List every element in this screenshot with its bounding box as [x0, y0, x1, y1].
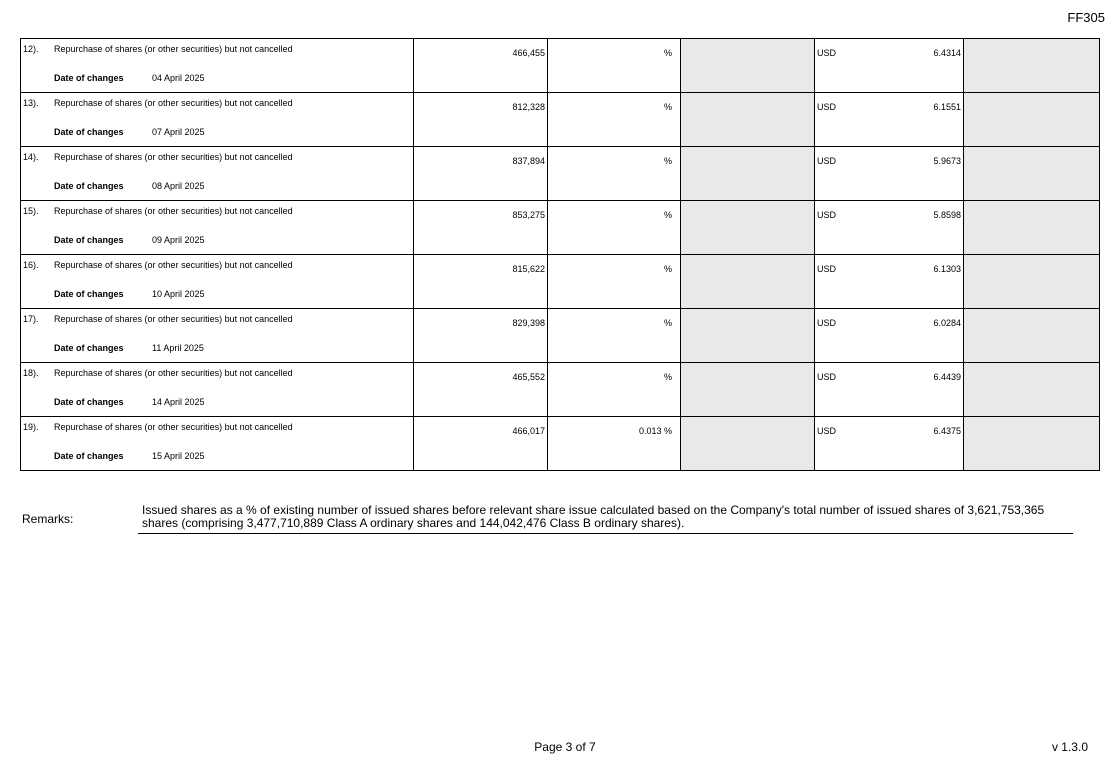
shares-cell: [414, 39, 548, 93]
percent-cell: [548, 147, 681, 201]
percent-of-issued-shares: %: [663, 210, 672, 220]
shaded-cell: [681, 39, 815, 93]
change-description: Repurchase of shares (or other securities) but not cancelled: [54, 314, 293, 324]
row-number: 19).: [23, 422, 39, 432]
date-of-changes-label: Date of changes: [54, 181, 124, 191]
shaded-cell: [964, 39, 1100, 93]
shaded-cell: [964, 363, 1100, 417]
row-number: 15).: [23, 206, 39, 216]
shaded-cell: [681, 309, 815, 363]
description-cell: [21, 309, 414, 363]
shaded-cell: [681, 147, 815, 201]
price-cell: [815, 147, 964, 201]
currency: USD: [817, 372, 837, 382]
price-per-share: 6.4314: [933, 48, 961, 58]
number-of-shares: 466,455: [512, 48, 545, 58]
date-of-changes-label: Date of changes: [54, 235, 124, 245]
change-description: Repurchase of shares (or other securities) but not cancelled: [54, 98, 293, 108]
price-cell: [815, 309, 964, 363]
description-cell: [21, 93, 414, 147]
percent-cell: [548, 39, 681, 93]
percent-cell: [548, 417, 681, 471]
date-of-changes-label: Date of changes: [54, 397, 124, 407]
currency: USD: [817, 210, 837, 220]
table-row: [21, 309, 1100, 363]
row-number: 12).: [23, 44, 39, 54]
table-row: [21, 363, 1100, 417]
shaded-cell: [964, 93, 1100, 147]
date-of-changes-label: Date of changes: [54, 451, 124, 461]
price-per-share: 6.1551: [933, 102, 961, 112]
shaded-cell: [964, 309, 1100, 363]
percent-of-issued-shares: %: [663, 48, 672, 58]
shares-cell: [414, 255, 548, 309]
percent-cell: [548, 309, 681, 363]
shaded-cell: [964, 417, 1100, 471]
price-cell: [815, 39, 964, 93]
version-label: v 1.3.0: [1051, 740, 1088, 754]
percent-of-issued-shares: %: [663, 372, 672, 382]
shares-cell: [414, 417, 548, 471]
date-of-changes-value: 11 April 2025: [152, 343, 204, 353]
change-description: Repurchase of shares (or other securities) but not cancelled: [54, 368, 293, 378]
table-row: [21, 201, 1100, 255]
share-changes-table: [20, 38, 1100, 471]
shares-cell: [414, 147, 548, 201]
shares-cell: [414, 201, 548, 255]
currency: USD: [817, 48, 837, 58]
table-row: [21, 255, 1100, 309]
table-row: [21, 39, 1100, 93]
date-of-changes-label: Date of changes: [54, 73, 124, 83]
percent-cell: [548, 93, 681, 147]
price-cell: [815, 363, 964, 417]
shaded-cell: [964, 255, 1100, 309]
shaded-cell: [681, 363, 815, 417]
shaded-cell: [964, 147, 1100, 201]
currency: USD: [817, 426, 837, 436]
row-number: 17).: [23, 314, 39, 324]
percent-of-issued-shares: %: [663, 264, 672, 274]
description-cell: [21, 39, 414, 93]
price-per-share: 5.8598: [933, 210, 961, 220]
price-per-share: 6.0284: [933, 318, 961, 328]
date-of-changes-value: 09 April 2025: [152, 235, 205, 245]
table-row: [21, 417, 1100, 471]
description-cell: [21, 147, 414, 201]
table-row: [21, 147, 1100, 201]
price-cell: [815, 417, 964, 471]
number-of-shares: 815,622: [512, 264, 545, 274]
currency: USD: [817, 264, 837, 274]
price-per-share: 5.9673: [933, 156, 961, 166]
remarks-text: Issued shares as a % of existing number of issued shares before relevant share issue calculated based on the Company's total number of issued shares of 3,621,753,365 shares (comprising 3,477,710,889 Class A ordinary shares and 144,042,476 Class B ordinary shares).: [138, 504, 1073, 534]
date-of-changes-value: 08 April 2025: [152, 181, 205, 191]
percent-cell: [548, 363, 681, 417]
percent-cell: [548, 255, 681, 309]
row-number: 18).: [23, 368, 39, 378]
description-cell: [21, 255, 414, 309]
row-number: 14).: [23, 152, 39, 162]
date-of-changes-value: 10 April 2025: [152, 289, 205, 299]
date-of-changes-value: 14 April 2025: [152, 397, 205, 407]
change-description: Repurchase of shares (or other securities) but not cancelled: [54, 206, 293, 216]
shaded-cell: [964, 201, 1100, 255]
share-changes-body: [21, 39, 1100, 471]
number-of-shares: 829,398: [512, 318, 545, 328]
percent-of-issued-shares: %: [663, 318, 672, 328]
currency: USD: [817, 102, 837, 112]
currency: USD: [817, 318, 837, 328]
date-of-changes-label: Date of changes: [54, 289, 124, 299]
remarks-label: Remarks:: [22, 512, 74, 526]
percent-of-issued-shares: %: [663, 102, 672, 112]
row-number: 13).: [23, 98, 39, 108]
number-of-shares: 812,328: [512, 102, 545, 112]
date-of-changes-label: Date of changes: [54, 127, 124, 137]
row-number: 16).: [23, 260, 39, 270]
page-number: Page 3 of 7: [534, 740, 596, 754]
currency: USD: [817, 156, 837, 166]
number-of-shares: 466,017: [512, 426, 545, 436]
change-description: Repurchase of shares (or other securities) but not cancelled: [54, 422, 293, 432]
shares-cell: [414, 93, 548, 147]
shaded-cell: [681, 417, 815, 471]
form-code: FF305: [1067, 10, 1105, 25]
change-description: Repurchase of shares (or other securities) but not cancelled: [54, 260, 293, 270]
shaded-cell: [681, 255, 815, 309]
price-per-share: 6.1303: [933, 264, 961, 274]
date-of-changes-label: Date of changes: [54, 343, 124, 353]
date-of-changes-value: 15 April 2025: [152, 451, 205, 461]
shaded-cell: [681, 201, 815, 255]
change-description: Repurchase of shares (or other securities) but not cancelled: [54, 152, 293, 162]
price-cell: [815, 201, 964, 255]
percent-of-issued-shares: %: [663, 156, 672, 166]
price-per-share: 6.4375: [933, 426, 961, 436]
change-description: Repurchase of shares (or other securities) but not cancelled: [54, 44, 293, 54]
number-of-shares: 837,894: [512, 156, 545, 166]
description-cell: [21, 417, 414, 471]
date-of-changes-value: 04 April 2025: [152, 73, 205, 83]
shares-cell: [414, 363, 548, 417]
shares-cell: [414, 309, 548, 363]
percent-cell: [548, 201, 681, 255]
price-cell: [815, 255, 964, 309]
price-per-share: 6.4439: [933, 372, 961, 382]
description-cell: [21, 201, 414, 255]
number-of-shares: 853,275: [512, 210, 545, 220]
number-of-shares: 465,552: [512, 372, 545, 382]
table-row: [21, 93, 1100, 147]
price-cell: [815, 93, 964, 147]
description-cell: [21, 363, 414, 417]
shaded-cell: [681, 93, 815, 147]
date-of-changes-value: 07 April 2025: [152, 127, 205, 137]
percent-of-issued-shares: 0.013 %: [638, 426, 672, 436]
